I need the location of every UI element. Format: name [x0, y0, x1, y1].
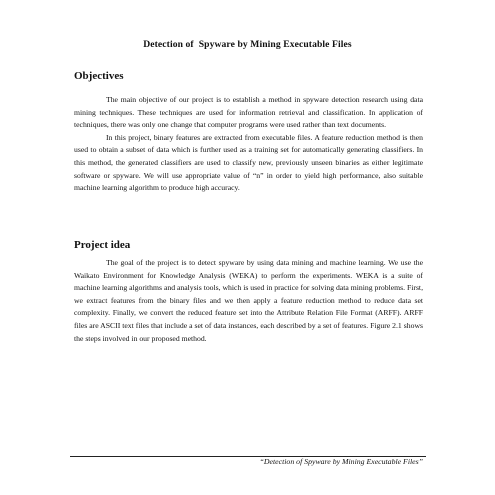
paragraph: The goal of the project is to detect spyware by using data mining and machine learning. We use the Waikato Environment for Knowledge Analysis (WEKA) to perform the experiments. WEKA is a suite of machine learning algorithms and analysis tools, which is used in practice for solving data mining problems. First, we extract features from the binary files and we then apply a feature reduction method to reduce data set complexity. Finally, we convert the reduced feature set into the Attribute Relation File Format (ARFF). ARFF files are ASCII text files that include a set of data instances, each described by a set of features. Figure 2.1 shows the steps involved in our proposed method. [74, 258, 423, 343]
section-heading-objectives: Objectives [74, 70, 124, 82]
objectives-body [74, 94, 423, 195]
project-idea-body [74, 257, 423, 345]
running-footer: “Detection of Spyware by Mining Executable Files” [259, 457, 423, 466]
document-title: Detection of Spyware by Mining Executable Files [143, 39, 352, 50]
section-heading-project-idea: Project idea [74, 239, 131, 251]
paragraph: The main objective of our project is to establish a method in spyware detection research using data mining techniques. These techniques are used for information retrieval and classification. In application of techniques, there was only one change that computer programs were used rather than text documents. [74, 95, 423, 130]
paragraph: In this project, binary features are extracted from executable files. A feature reduction method is then used to obtain a subset of data which is further used as a training set for automatically generating classifiers. In this method, the generated classifiers are used to classify new, previously unseen binaries as either legitimate software or spyware. We will use appropriate value of “n” in order to yield high performance, also suitable machine learning algorithm to produce high accuracy. [74, 132, 423, 193]
